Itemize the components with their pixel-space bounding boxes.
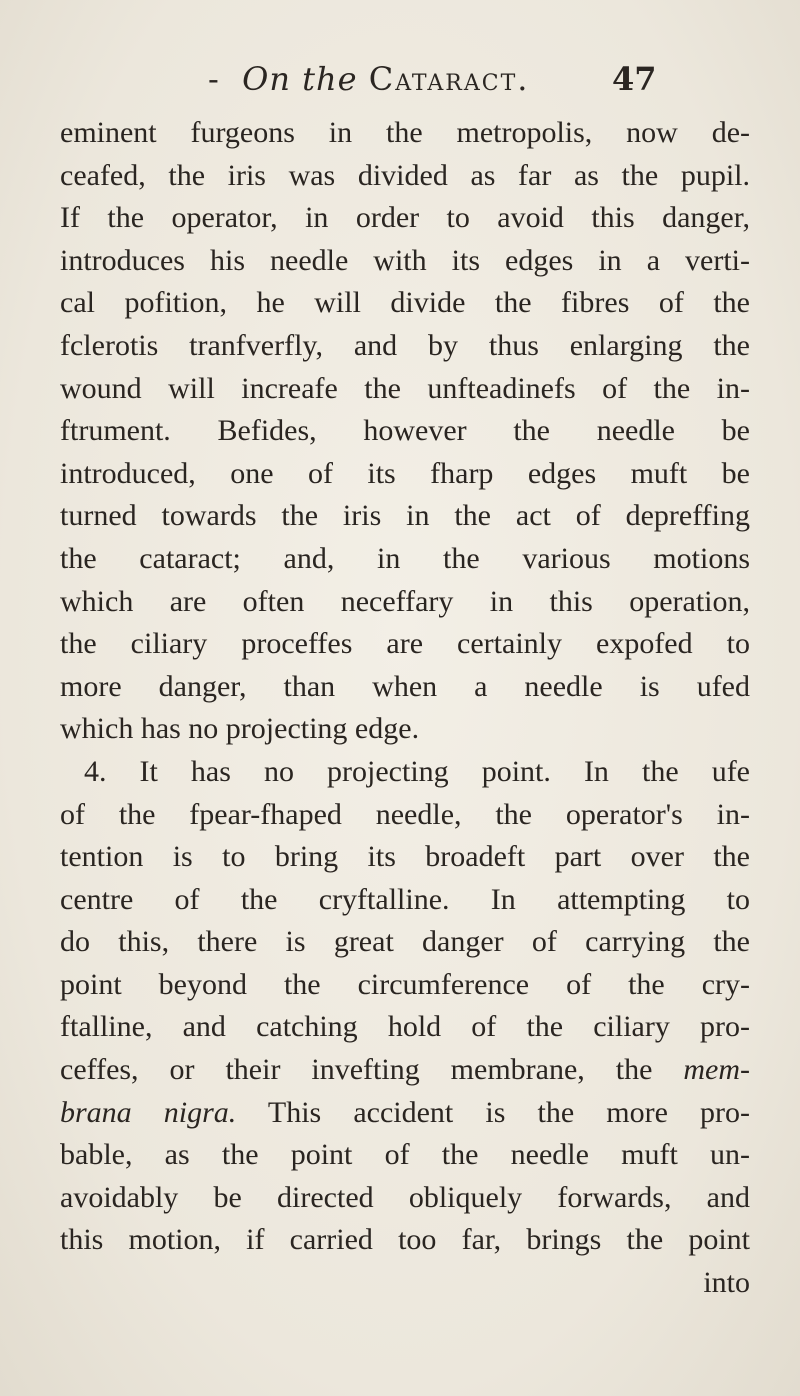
text-line: the ciliary proceffes are certainly expofed to	[60, 627, 750, 661]
running-title	[208, 60, 529, 98]
text-line: avoidably be directed obliquely forwards, and	[60, 1180, 750, 1214]
text-line	[60, 1092, 750, 1135]
text-line: centre of the cryftalline. In attempting to	[60, 882, 750, 916]
italic-term: mem-	[683, 1053, 751, 1087]
header-dash: -	[208, 60, 220, 98]
text-line: ceafed, the iris was divided as far as the pupil.	[60, 158, 750, 192]
text-line: do this, there is great danger of carrying the	[60, 925, 750, 959]
text-line: turned towards the iris in the act of depreffing	[60, 499, 750, 533]
running-title-caps: Cataract.	[368, 60, 530, 98]
text-line: wound will increafe the unfteadinefs of the in-	[60, 371, 750, 405]
text-line: which has no projecting edge.	[60, 712, 420, 746]
text-line: more danger, than when a needle is ufed	[60, 669, 750, 703]
text-line: bable, as the point of the needle muft un-	[60, 1138, 750, 1172]
body-text	[60, 112, 750, 1305]
text-line: the cataract; and, in the various motions	[60, 541, 750, 575]
text-line: point beyond the circumference of the cry-	[60, 967, 750, 1001]
text-segment: This accident is the more pro-	[267, 1095, 750, 1129]
text-line: cal pofition, he will divide the fibres of the	[60, 286, 750, 320]
text-line: tention is to bring its broadeft part over the	[60, 840, 750, 874]
page-number: 47	[612, 60, 657, 98]
text-line: this motion, if carried too far, brings the point	[60, 1223, 750, 1257]
italic-term: brana nigra.	[60, 1095, 237, 1129]
text-line: eminent furgeons in the metropolis, now de-	[60, 116, 750, 149]
running-header	[0, 60, 800, 110]
catchword: into	[703, 1266, 750, 1300]
text-segment: ceffes, or their invefting membrane, the	[60, 1053, 653, 1087]
text-line: which are often neceffary in this operation,	[60, 584, 750, 618]
text-line: ftalline, and catching hold of the ciliary pro-	[60, 1010, 750, 1044]
text-line: fclerotis tranfverfly, and by thus enlarging the	[60, 328, 750, 362]
text-line: If the operator, in order to avoid this danger,	[60, 201, 750, 235]
text-line: ftrument. Befides, however the needle be	[60, 414, 750, 448]
text-line: introduced, one of its fharp edges muft be	[60, 456, 750, 490]
text-line	[60, 1049, 750, 1092]
text-line: of the fpear-fhaped needle, the operator's in-	[60, 797, 750, 831]
running-title-italic: On the	[242, 60, 358, 98]
text-line: introduces his needle with its edges in a verti-	[60, 243, 750, 277]
text-line: 4. It has no projecting point. In the ufe	[84, 754, 750, 788]
